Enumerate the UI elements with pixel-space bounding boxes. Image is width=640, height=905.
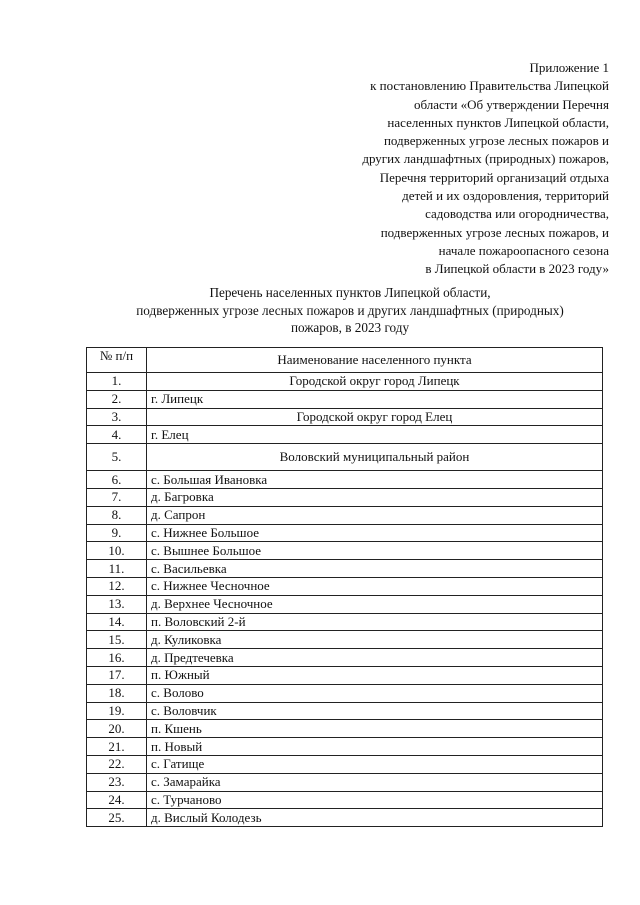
table-row — [87, 506, 603, 524]
table-row — [87, 684, 603, 702]
table-row — [87, 426, 603, 444]
appendix-line: в Липецкой области в 2023 году» — [425, 261, 609, 277]
row-number: 4. — [87, 426, 147, 444]
settlements-table — [86, 347, 603, 827]
table-row — [87, 577, 603, 595]
appendix-line: садоводства или огородничества, — [425, 206, 609, 222]
section-name: Городской округ город Липецк — [147, 373, 603, 391]
settlement-name: с. Воловчик — [147, 702, 603, 720]
row-number: 10. — [87, 542, 147, 560]
settlement-name: с. Замарайка — [147, 773, 603, 791]
row-number: 17. — [87, 666, 147, 684]
title-line: подверженных угрозе лесных пожаров и других ландшафтных (природных) — [136, 302, 564, 318]
table-header-row — [87, 348, 603, 373]
table-row — [87, 542, 603, 560]
row-number: 15. — [87, 631, 147, 649]
document-title — [60, 284, 640, 337]
table-row — [87, 560, 603, 578]
table-row — [87, 613, 603, 631]
table-row — [87, 631, 603, 649]
row-number: 8. — [87, 506, 147, 524]
row-number: 20. — [87, 720, 147, 738]
appendix-line: Перечня территорий организаций отдыха — [379, 169, 609, 185]
settlement-name: с. Нижнее Чесночное — [147, 577, 603, 595]
settlement-name: п. Новый — [147, 738, 603, 756]
table-row — [87, 666, 603, 684]
table-row — [87, 649, 603, 667]
section-name: Городской округ город Елец — [147, 408, 603, 426]
table-row — [87, 809, 603, 827]
appendix-line: других ландшафтных (природных) пожаров, — [362, 151, 609, 167]
header-number: № п/п — [87, 348, 147, 373]
appendix-line: подверженных угрозе лесных пожаров и — [383, 133, 609, 149]
table-row — [87, 791, 603, 809]
appendix-line: начале пожароопасного сезона — [438, 242, 609, 258]
title-line: Перечень населенных пунктов Липецкой области, — [209, 285, 491, 300]
row-number: 13. — [87, 595, 147, 613]
settlement-name: г. Липецк — [147, 390, 603, 408]
row-number: 19. — [87, 702, 147, 720]
settlement-name: с. Вышнее Большое — [147, 542, 603, 560]
row-number: 12. — [87, 577, 147, 595]
settlement-name: с. Нижнее Большое — [147, 524, 603, 542]
settlement-name: д. Предтечевка — [147, 649, 603, 667]
table-row — [87, 773, 603, 791]
settlement-name: с. Волово — [147, 684, 603, 702]
settlement-name: д. Верхнее Чесночное — [147, 595, 603, 613]
section-row — [87, 373, 603, 391]
appendix-line: населенных пунктов Липецкой области, — [387, 114, 609, 130]
title-line: пожаров, в 2023 году — [290, 320, 410, 335]
settlement-name: г. Елец — [147, 426, 603, 444]
row-number: 1. — [87, 373, 147, 391]
appendix-line: подверженных угрозе лесных пожаров, и — [380, 224, 609, 240]
row-number: 21. — [87, 738, 147, 756]
section-name: Воловский муниципальный район — [147, 444, 603, 471]
table-row — [87, 720, 603, 738]
table-row — [87, 702, 603, 720]
row-number: 5. — [87, 444, 147, 471]
appendix-heading — [289, 59, 609, 279]
settlement-name: д. Багровка — [147, 488, 603, 506]
settlement-name: с. Большая Ивановка — [147, 471, 603, 489]
settlement-name: с. Васильевка — [147, 560, 603, 578]
appendix-line: области «Об утверждении Перечня — [413, 96, 609, 112]
table-row — [87, 755, 603, 773]
header-name: Наименование населенного пункта — [147, 348, 603, 373]
settlement-name: п. Кшень — [147, 720, 603, 738]
settlement-name: п. Южный — [147, 666, 603, 684]
settlement-name: д. Сапрон — [147, 506, 603, 524]
row-number: 24. — [87, 791, 147, 809]
row-number: 7. — [87, 488, 147, 506]
row-number: 14. — [87, 613, 147, 631]
section-row — [87, 408, 603, 426]
row-number: 22. — [87, 755, 147, 773]
appendix-line: детей и их оздоровления, территорий — [402, 188, 609, 204]
row-number: 6. — [87, 471, 147, 489]
row-number: 23. — [87, 773, 147, 791]
settlement-name: п. Воловский 2-й — [147, 613, 603, 631]
row-number: 18. — [87, 684, 147, 702]
row-number: 3. — [87, 408, 147, 426]
row-number: 2. — [87, 390, 147, 408]
row-number: 11. — [87, 560, 147, 578]
table-body — [87, 348, 603, 827]
settlement-name: д. Вислый Колодезь — [147, 809, 603, 827]
table-row — [87, 738, 603, 756]
appendix-line: Приложение 1 — [529, 60, 609, 75]
row-number: 9. — [87, 524, 147, 542]
row-number: 16. — [87, 649, 147, 667]
row-number: 25. — [87, 809, 147, 827]
section-row — [87, 444, 603, 471]
table-row — [87, 524, 603, 542]
settlement-name: с. Гатище — [147, 755, 603, 773]
table-row — [87, 471, 603, 489]
settlement-name: с. Турчаново — [147, 791, 603, 809]
appendix-line: к постановлению Правительства Липецкой — [370, 78, 609, 94]
table-row — [87, 595, 603, 613]
table-row — [87, 488, 603, 506]
table-row — [87, 390, 603, 408]
settlement-name: д. Куликовка — [147, 631, 603, 649]
